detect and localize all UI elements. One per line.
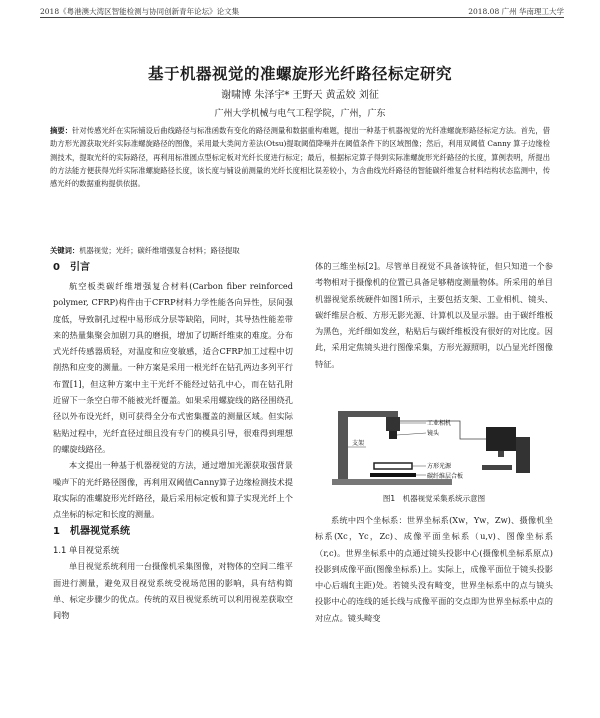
section-0-paragraph-1: 航空板类碳纤维增强复合材料(Carbon fiber reinforced polymer, CFRP)构件由于CFRP材料力学性能各向异性，层间强度低，导致制孔过程中易形成分层等缺陷，同时，其导热性能差带来的热量集聚会加剧刀具的磨损，增加了切断纤维束的难度。分布式光纤传感器质轻，对温度和应变敏感，适合CFRP加工过程中切削热和应变的测量。一种方案是采用一根光纤在钻孔两边多列平行布置[1]，但这种方案中主干光纤不能经过钻孔中心，而在钻孔附近留下一条空白带不能被光纤覆盖。如果采用螺旋线的路径围绕孔径以外布设光纤，则可获得全分布式密集覆盖的测量区域。但实际粘贴过程中，光纤直径过细且没有专门的模具引导，很难得到理想的螺旋线路径。 bbox=[53, 281, 293, 454]
label-camera: 工业相机 bbox=[427, 420, 452, 427]
section-0-heading: 0 引言 bbox=[53, 262, 90, 273]
stand-post bbox=[338, 411, 348, 481]
header-right: 2018.08 广州 华南理工大学 bbox=[468, 7, 564, 16]
paper-title: 基于机器视觉的准螺旋形光纤路径标定研究 bbox=[147, 65, 452, 83]
keywords-label: 关键词： bbox=[50, 246, 80, 255]
left-column bbox=[53, 258, 293, 624]
abstract bbox=[50, 124, 550, 190]
label-plate: 碳纤维层合板 bbox=[427, 473, 464, 480]
paper-affiliation: 广州大学机械与电气工程学院，广州，广东 bbox=[214, 109, 386, 119]
right-column-top bbox=[315, 258, 553, 372]
running-header bbox=[40, 4, 564, 18]
camera-shape bbox=[386, 417, 400, 431]
monitor-shape bbox=[486, 427, 516, 451]
monitor-stand bbox=[498, 451, 504, 457]
label-lens: 镜头 bbox=[427, 430, 440, 437]
keywords-text: 机器视觉；光纤；碳纤维增强复合材料；路径提取 bbox=[79, 246, 240, 255]
section-1-1-paragraph-1: 单目视觉系统利用一台摄像机采集图像，对物体的空间二维平面进行测量，避免双目视觉系统受视场范围的影响，具有结构简单、标定步骤少的优点。传统的双目视觉系统可以利用视差获取空间物 bbox=[53, 561, 293, 621]
figure-1-diagram bbox=[330, 403, 540, 489]
section-1-heading: 1 机器视觉系统 bbox=[53, 526, 130, 538]
label-stand: 支架 bbox=[352, 440, 365, 447]
right-column-bottom bbox=[315, 512, 553, 626]
square-light-shape bbox=[374, 463, 412, 469]
abstract-text: 针对传感光纤在实际铺设后曲线路径与标准函数有变化的路径测量和数据重构难题，提出一种基于机器视觉的光纤准螺旋形路径标定方法。首先，借助方形光源获取光纤实际准螺旋路径的图像，采用最大类间方差法(Otsu)提取阈值降噪并在阈值条件下的区域图像；然后，利用双阈值 Canny 算子边缘检测技术，提取光纤的实际路径，再利用标准圆点型标定板对光纤长度进行标定；最后，根据标定算子得到实际准螺旋形光纤路径的长度，算例表明，所提出的方法能方便获得光纤实际准螺旋路径长度，该长度与铺设前测量的光纤长度相比误差较小，为含曲线光纤路径的智能碳纤维复合材料结构状态监测中，传感光纤的数据重构提供依据。 bbox=[50, 126, 550, 189]
section-0-paragraph-2: 本文提出一种基于机器视觉的方法，通过增加光源获取强背景噪声下的光纤路径图像，再利用双阈值Canny算子边缘检测技术提取实际的准螺旋形光纤路径，最后采用标定板和算子实现光纤上个点坐标的标定和长度的测量。 bbox=[53, 460, 293, 520]
abstract-label: 摘要： bbox=[50, 126, 73, 135]
section-1-1-heading: 1.1 单目视觉系统 bbox=[53, 545, 120, 556]
right-paragraph-1: 体的三维坐标[2]。尽管单目视觉不具备该特征，但只知道一个参考物相对于摄像机的位置已具备足够精度测量物体。所采用的单目机器视觉系统硬件如图1所示，主要包括支架、工业相机、镜头、碳纤维层合板、方形无影光源、计算机以及显示器。由于碳纤维板为黑色，光纤细如发丝，粘贴后与碳纤维板没有很好的对比度。因此，采用定焦镜头进行图像采集，方形光源照明，以凸显光纤图像特征。 bbox=[315, 261, 553, 369]
label-light: 方形光源 bbox=[427, 463, 452, 470]
header-rule bbox=[40, 17, 564, 18]
computer-case bbox=[516, 437, 530, 473]
right-paragraph-2: 系统中四个坐标系：世界坐标系(Xw，Yw，Zw)、摄像机坐标系(Xc，Yc，Zc)、成像平面坐标系（u,v)、图像坐标系（r,c)。世界坐标系中的点通过镜头投影中心(摄像机坐标系原点)投影到成像平面(图像坐标系)上。实际上，成像平面位于镜头投影中心后端f(主距)处。若镜头没有畸变，世界坐标系中的点与镜头投影中心的连线的延长线与成像平面的交点即为世界坐标系中点的对应点。镜头畸变 bbox=[315, 515, 553, 623]
lens-shape bbox=[389, 431, 397, 439]
keywords bbox=[50, 246, 550, 256]
paper-authors: 谢啸博 朱泽宇* 王野天 黄孟姣 刘征 bbox=[221, 90, 379, 101]
stand-arm bbox=[338, 411, 398, 417]
cfrp-plate-shape bbox=[370, 473, 416, 477]
header-left: 2018《粤港澳大湾区智能检测与协同创新青年论坛》论文集 bbox=[40, 7, 240, 16]
figure-1-caption: 图1 机器视觉采集系统示意图 bbox=[382, 494, 486, 503]
keyboard-shape bbox=[482, 465, 512, 470]
